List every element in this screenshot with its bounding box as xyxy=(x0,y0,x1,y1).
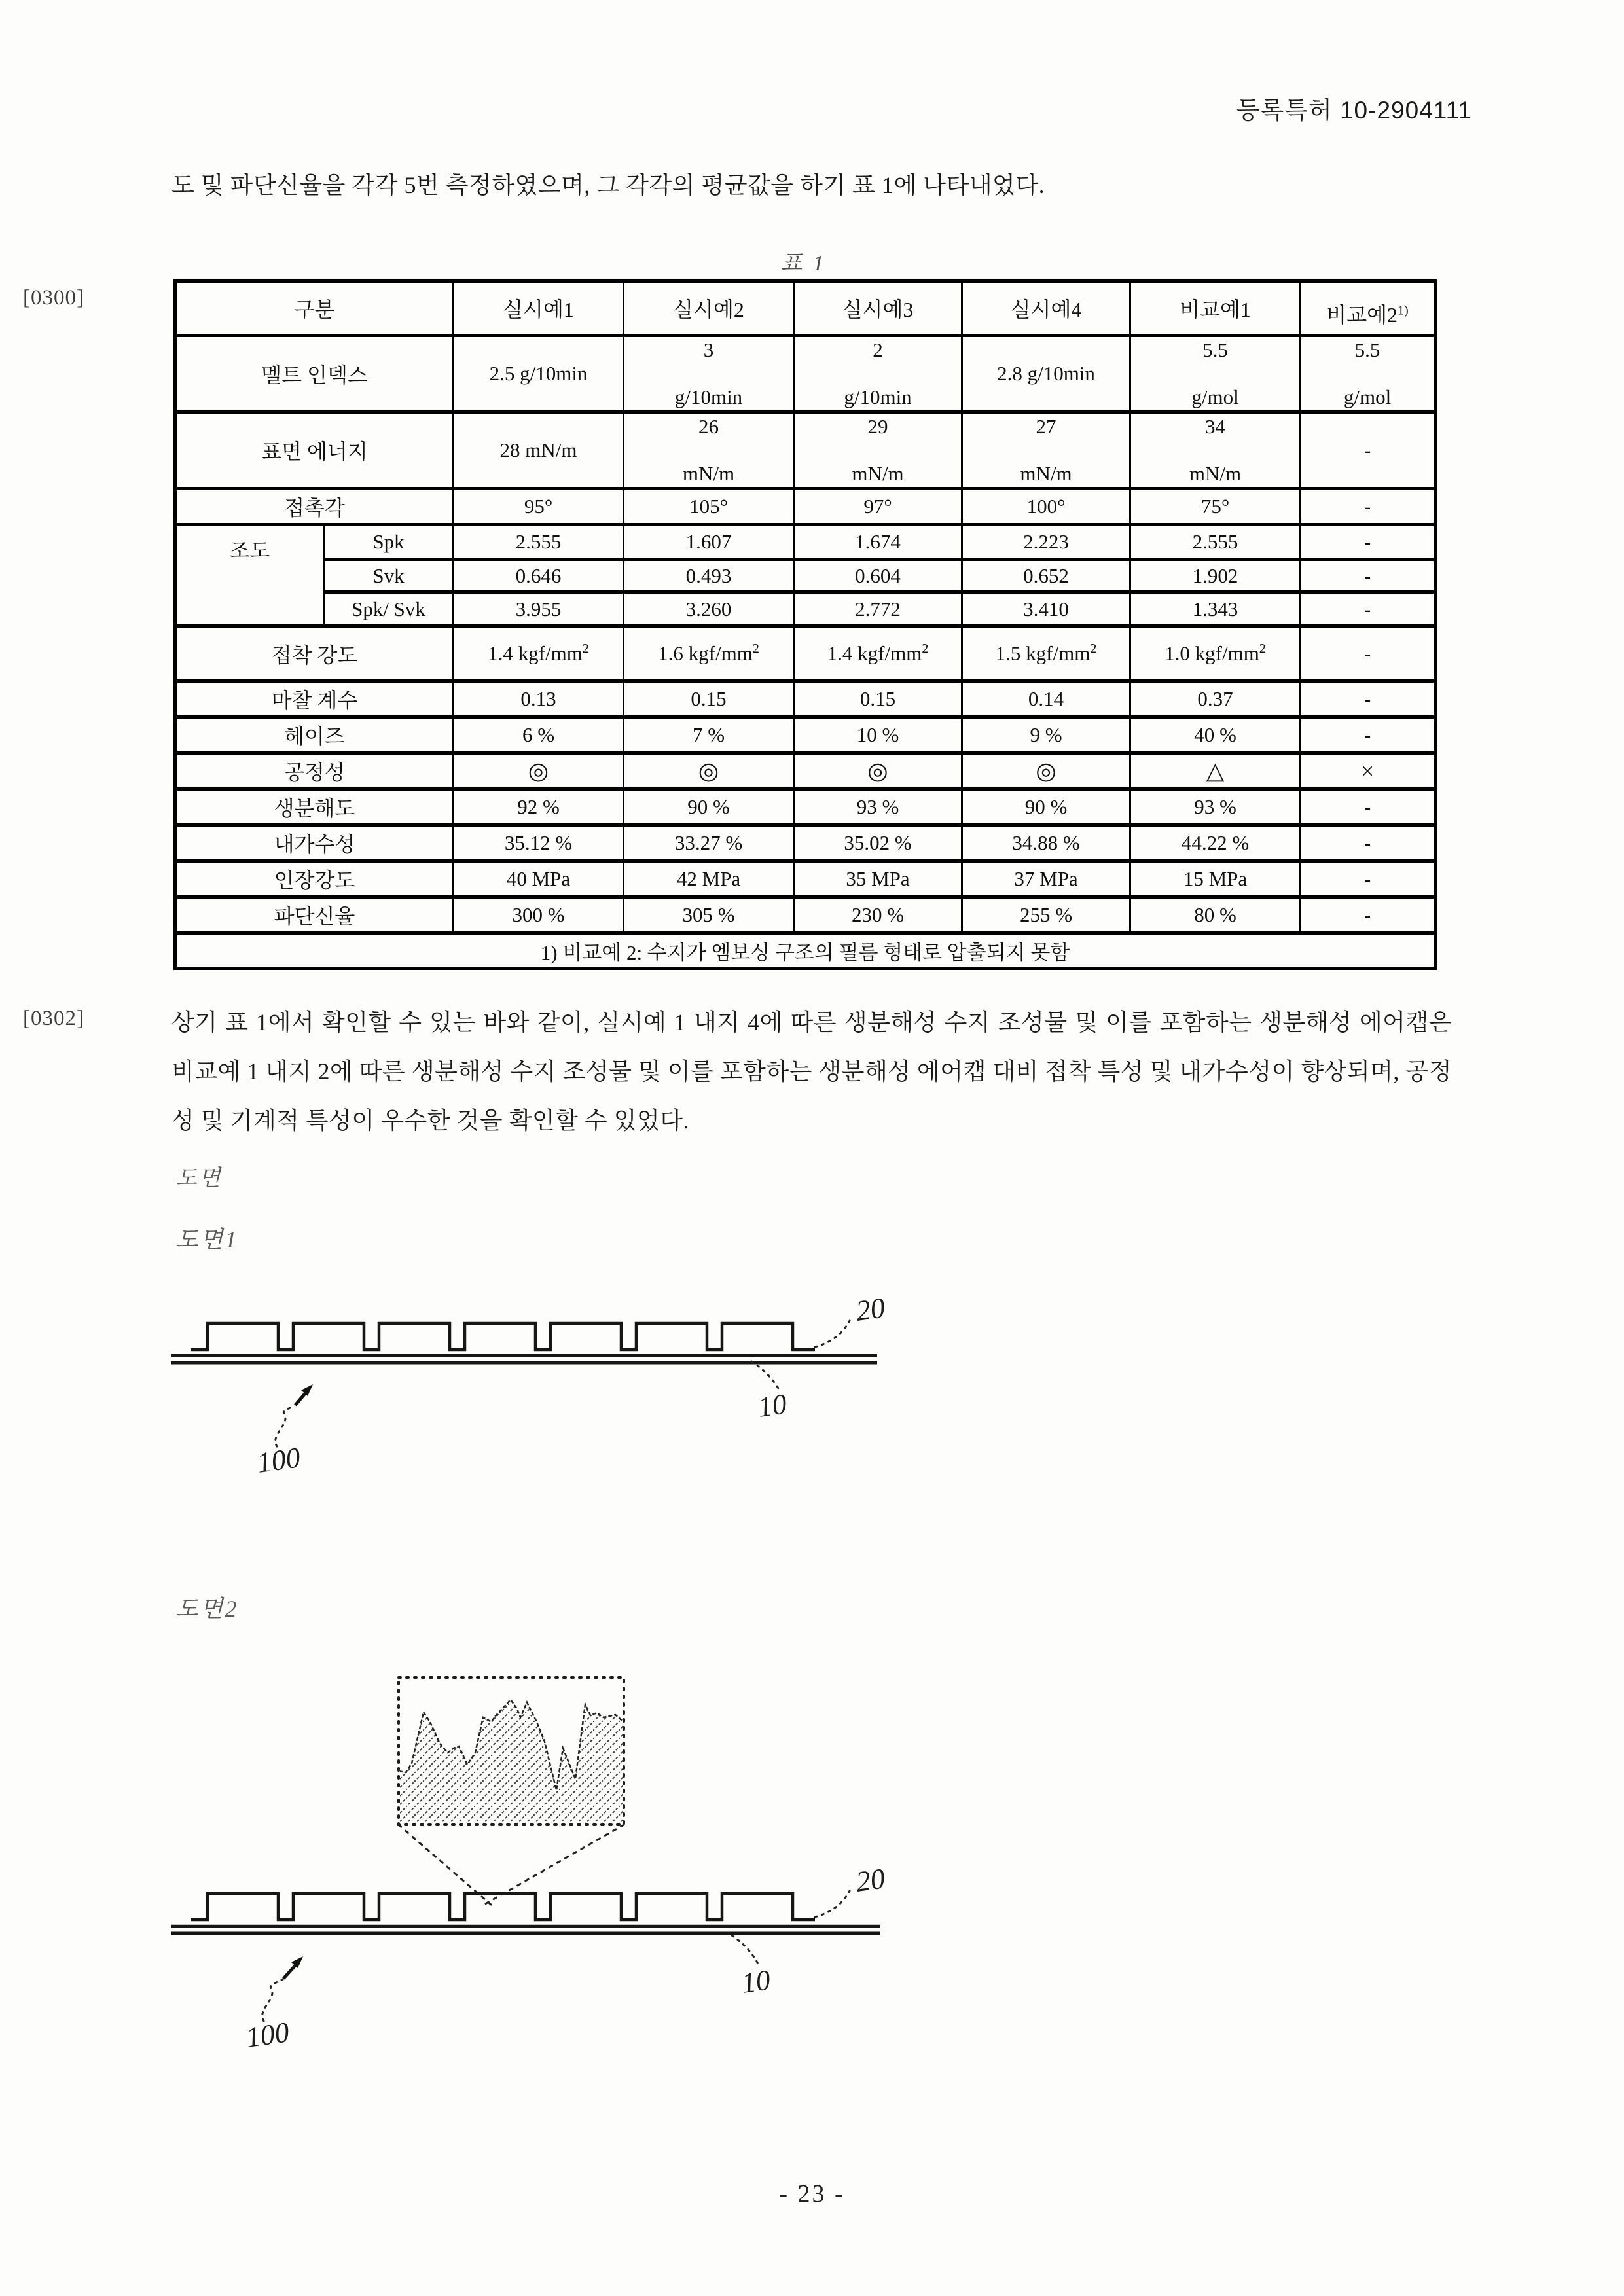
cell-rating-fair: △ xyxy=(1130,753,1301,789)
cell: 2.223 xyxy=(962,525,1130,560)
cell: - xyxy=(1301,681,1435,717)
row-roughness-spk xyxy=(175,525,1435,560)
row-label: 공정성 xyxy=(175,753,454,789)
cell: 40 % xyxy=(1130,717,1301,753)
cell: 0.652 xyxy=(962,560,1130,592)
cell: 0.493 xyxy=(624,560,794,592)
cell-rating-excellent: ◎ xyxy=(454,753,624,789)
cell-value: 5.5 xyxy=(1354,338,1380,361)
row-tensile-strength xyxy=(175,861,1435,897)
cell: 42 MPa xyxy=(624,861,794,897)
row-label: 파단신율 xyxy=(175,897,454,933)
cell-rating-excellent: ◎ xyxy=(624,753,794,789)
figure2-heading: 도면2 xyxy=(175,1596,239,1622)
cell: 1.607 xyxy=(624,525,794,560)
row-surface-energy xyxy=(175,412,1435,489)
cell: 0.13 xyxy=(454,681,624,717)
cell: 3.260 xyxy=(624,592,794,626)
cell: - xyxy=(1301,825,1435,861)
row-processability xyxy=(175,753,1435,789)
cell: 1.674 xyxy=(794,525,962,560)
table-footnote: 1) 비교예 2: 수지가 엠보싱 구조의 필름 형태로 압출되지 못함 xyxy=(175,933,1435,969)
row-label: 인장강도 xyxy=(175,861,454,897)
paragraph-number-0300: [0300] xyxy=(23,286,84,310)
row-melt-index xyxy=(175,336,1435,412)
cell: 75° xyxy=(1130,489,1301,525)
fig2-leader-to-100 xyxy=(262,1979,283,2021)
col-header-category: 구분 xyxy=(175,281,454,336)
row-label: 내가수성 xyxy=(175,825,454,861)
cell: 35.12 % xyxy=(454,825,624,861)
cell: 230 % xyxy=(794,897,962,933)
cell-exponent: 2 xyxy=(752,641,759,656)
fig2-roughness-profile xyxy=(399,1700,624,1825)
cell: - xyxy=(1301,717,1435,753)
fig2-leader-to-10 xyxy=(732,1935,759,1966)
cell xyxy=(1130,626,1301,681)
cell: 93 % xyxy=(1130,789,1301,825)
cell-rating-poor: × xyxy=(1301,753,1435,789)
fig2-ref-10: 10 xyxy=(739,1964,772,2000)
cell: 9 % xyxy=(962,717,1130,753)
cell: 44.22 % xyxy=(1130,825,1301,861)
figure1-embossed-film-drawing xyxy=(151,1283,923,1492)
cell xyxy=(1130,412,1301,489)
footnote-marker: 1) xyxy=(1398,303,1409,318)
subrow-label: Spk xyxy=(324,525,454,560)
cell: 1.343 xyxy=(1130,592,1301,626)
cell: - xyxy=(1301,897,1435,933)
cell: 34.88 % xyxy=(962,825,1130,861)
fig2-ref-100: 100 xyxy=(244,2016,291,2054)
cell: 0.646 xyxy=(454,560,624,592)
cell: 300 % xyxy=(454,897,624,933)
row-elongation xyxy=(175,897,1435,933)
fig2-arrow-shaft xyxy=(283,1965,296,1979)
cell-rating-excellent: ◎ xyxy=(962,753,1130,789)
subrow-label: Svk xyxy=(324,560,454,592)
cell: 40 MPa xyxy=(454,861,624,897)
cell: 80 % xyxy=(1130,897,1301,933)
row-label: 멜트 인덱스 xyxy=(175,336,454,412)
col-header-comparative2-text: 비교예2 xyxy=(1326,303,1398,327)
cell xyxy=(794,336,962,412)
cell: 2.772 xyxy=(794,592,962,626)
cell-rating-excellent: ◎ xyxy=(794,753,962,789)
cell-value: 1.5 kgf/mm xyxy=(995,641,1091,665)
cell: 305 % xyxy=(624,897,794,933)
cell-exponent: 2 xyxy=(1090,641,1097,656)
cell: 35.02 % xyxy=(794,825,962,861)
cell-value: 29 xyxy=(867,415,888,438)
paragraph-0302: 상기 표 1에서 확인할 수 있는 바와 같이, 실시예 1 내지 4에 따른 생분해성 수지 조성물 및 이를 포함하는 생분해성 에어캡은 비교예 1 내지 2에 따른 생분해성 수지 조성물 및 이를 포함하는 생분해성 에어캡 대비 접착 특성 및 내가수성이 향상되며, 공정성 및 기계적 특성이 우수한 것을 확인할 수 있었다. xyxy=(171,1009,1452,1134)
cell: 97° xyxy=(794,489,962,525)
cell-unit: g/10min xyxy=(844,386,912,408)
cell xyxy=(794,626,962,681)
cell: 3.955 xyxy=(454,592,624,626)
table-title: 표 1 xyxy=(780,251,827,276)
row-friction xyxy=(175,681,1435,717)
cell: 2.5 g/10min xyxy=(454,336,624,412)
cell-exponent: 2 xyxy=(582,641,589,656)
cell-value: 3 xyxy=(703,338,714,361)
cell-unit: g/mol xyxy=(1343,386,1392,408)
cell-unit: mN/m xyxy=(1189,462,1242,485)
row-haze xyxy=(175,717,1435,753)
cell: 15 MPa xyxy=(1130,861,1301,897)
row-label: 헤이즈 xyxy=(175,717,454,753)
cell-value: 1.4 kgf/mm xyxy=(488,641,583,665)
cell: 6 % xyxy=(454,717,624,753)
cell: 100° xyxy=(962,489,1130,525)
cell-exponent: 2 xyxy=(922,641,929,656)
cell-exponent: 2 xyxy=(1259,641,1266,656)
cell: 3.410 xyxy=(962,592,1130,626)
fig1-leader-to-20 xyxy=(815,1321,850,1347)
patent-number-header: 등록특허 10-2904111 xyxy=(1236,97,1472,124)
cell: - xyxy=(1301,489,1435,525)
cell: 0.15 xyxy=(794,681,962,717)
row-hydrolysis-resistance xyxy=(175,825,1435,861)
fig2-roughness-profile-group xyxy=(399,1700,624,1825)
row-label: 표면 에너지 xyxy=(175,412,454,489)
cell: 95° xyxy=(454,489,624,525)
cell: 90 % xyxy=(962,789,1130,825)
cell: - xyxy=(1301,626,1435,681)
col-header-comparative1: 비교예1 xyxy=(1130,281,1301,336)
col-header-example1: 실시예1 xyxy=(454,281,624,336)
cell: 92 % xyxy=(454,789,624,825)
subrow-label: Spk/ Svk xyxy=(324,592,454,626)
cell: - xyxy=(1301,861,1435,897)
cell: 28 mN/m xyxy=(454,412,624,489)
col-header-comparative2 xyxy=(1301,281,1435,336)
fig1-ref-100: 100 xyxy=(255,1441,302,1479)
cell: 0.37 xyxy=(1130,681,1301,717)
paragraph-number-0302: [0302] xyxy=(23,1007,84,1030)
cell-value: 2 xyxy=(873,338,883,361)
cell xyxy=(624,412,794,489)
cell-unit: mN/m xyxy=(1020,462,1072,485)
row-contact-angle xyxy=(175,489,1435,525)
row-roughness-ratio xyxy=(175,592,1435,626)
row-label: 마찰 계수 xyxy=(175,681,454,717)
row-label: 접촉각 xyxy=(175,489,454,525)
table-footnote-row xyxy=(175,933,1435,969)
cell-value: 1.0 kgf/mm xyxy=(1164,641,1259,665)
fig2-embossed-layer-profile xyxy=(191,1893,815,1920)
col-header-example4: 실시예4 xyxy=(962,281,1130,336)
cell: 33.27 % xyxy=(624,825,794,861)
row-label-roughness: 조도 xyxy=(175,525,324,626)
cell: 105° xyxy=(624,489,794,525)
table-header-row xyxy=(175,281,1435,336)
fig1-embossed-layer-profile xyxy=(191,1323,815,1350)
col-header-example3: 실시예3 xyxy=(794,281,962,336)
row-label: 접착 강도 xyxy=(175,626,454,681)
cell xyxy=(454,626,624,681)
results-table xyxy=(173,279,1437,970)
cell-value: 1.6 kgf/mm xyxy=(658,641,753,665)
cell-value: 34 xyxy=(1205,415,1226,438)
row-biodegradability xyxy=(175,789,1435,825)
fig1-ref-20: 20 xyxy=(854,1291,887,1327)
cell: 7 % xyxy=(624,717,794,753)
cell: 0.604 xyxy=(794,560,962,592)
cell xyxy=(962,626,1130,681)
cell-value: 27 xyxy=(1036,415,1056,438)
cell: - xyxy=(1301,560,1435,592)
col-header-example2: 실시예2 xyxy=(624,281,794,336)
fig2-leader-to-20 xyxy=(815,1891,850,1917)
fig1-leader-to-10 xyxy=(751,1361,780,1391)
cell: 255 % xyxy=(962,897,1130,933)
cell-value: 5.5 xyxy=(1202,338,1228,361)
fig2-ref-20: 20 xyxy=(854,1862,887,1898)
cell-unit: mN/m xyxy=(682,462,735,485)
cell: - xyxy=(1301,525,1435,560)
cell xyxy=(1130,336,1301,412)
cell-unit: mN/m xyxy=(852,462,904,485)
row-adhesion xyxy=(175,626,1435,681)
page-number: - 23 - xyxy=(779,2180,845,2208)
fig1-ref-10: 10 xyxy=(755,1388,789,1424)
cell: 0.15 xyxy=(624,681,794,717)
figure2-embossed-film-with-inset-drawing xyxy=(151,1662,923,2068)
cell: 37 MPa xyxy=(962,861,1130,897)
cell-value: 1.4 kgf/mm xyxy=(827,641,922,665)
cell: - xyxy=(1301,592,1435,626)
cell xyxy=(1301,336,1435,412)
cell xyxy=(624,336,794,412)
row-roughness-svk xyxy=(175,560,1435,592)
cell-unit: g/mol xyxy=(1191,386,1239,408)
cell: 35 MPa xyxy=(794,861,962,897)
cell: - xyxy=(1301,412,1435,489)
cell: 93 % xyxy=(794,789,962,825)
paragraph-continuation: 도 및 파단신율을 각각 5번 측정하였으며, 그 각각의 평균값을 하기 표 1에 나타내었다. xyxy=(171,172,1045,198)
fig1-arrow-shaft xyxy=(295,1393,306,1405)
figure1-heading: 도면1 xyxy=(175,1227,239,1253)
cell: 2.8 g/10min xyxy=(962,336,1130,412)
cell-unit: g/10min xyxy=(674,386,743,408)
cell: 2.555 xyxy=(454,525,624,560)
cell: 1.902 xyxy=(1130,560,1301,592)
cell xyxy=(794,412,962,489)
cell: - xyxy=(1301,789,1435,825)
cell: 10 % xyxy=(794,717,962,753)
cell: 0.14 xyxy=(962,681,1130,717)
row-label: 생분해도 xyxy=(175,789,454,825)
cell-value: 26 xyxy=(698,415,719,438)
cell xyxy=(962,412,1130,489)
cell: 2.555 xyxy=(1130,525,1301,560)
cell xyxy=(624,626,794,681)
drawings-section-heading: 도면 xyxy=(175,1166,223,1191)
fig1-leader-to-100 xyxy=(276,1406,295,1446)
cell: 90 % xyxy=(624,789,794,825)
